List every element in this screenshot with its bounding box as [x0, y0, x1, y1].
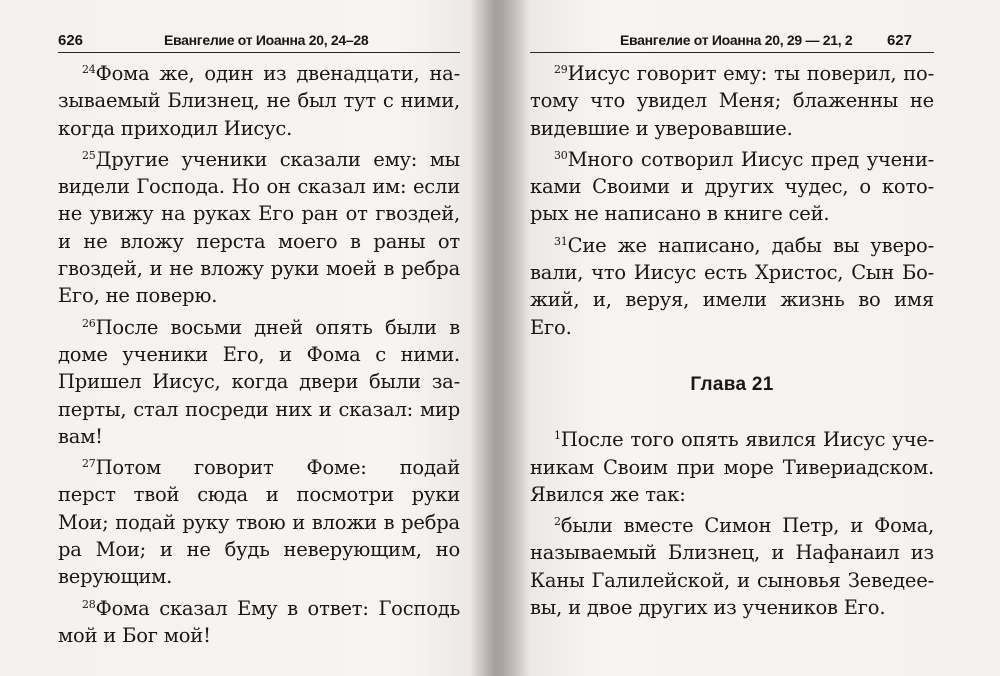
verse-text: Его.	[530, 315, 572, 339]
text-line	[58, 396, 460, 423]
text-line	[58, 423, 460, 450]
text-line	[530, 259, 934, 286]
verse-text: Мои; подай руку твою и вложи в ребра	[58, 510, 460, 534]
verse	[530, 60, 934, 142]
page-number: 627	[886, 32, 912, 49]
text-line	[58, 314, 460, 341]
text-line	[58, 341, 460, 368]
verse-number: 30	[554, 148, 568, 162]
text-line	[530, 146, 934, 173]
text-line	[58, 368, 460, 395]
verse-text: Другие ученики сказали ему: мы	[95, 147, 460, 171]
verse-number: 1	[554, 429, 561, 443]
text-line	[58, 146, 460, 173]
page-number: 626	[58, 32, 84, 49]
text-line	[58, 282, 460, 309]
verse-text: вы, и двое других из учеников Его.	[530, 596, 886, 620]
verse-text: видевшие и уверовавшие.	[530, 116, 793, 140]
text-line	[58, 60, 460, 87]
verse-text: доме ученики Его, и Фома с ними.	[58, 342, 460, 366]
verse-text: Иисус говорит ему: ты поверил, по-	[567, 62, 934, 85]
verse-text: ра Мои; и не будь неверующим, но	[58, 538, 460, 562]
verse	[530, 232, 934, 341]
left-page-text	[58, 60, 460, 653]
text-line	[530, 87, 934, 114]
text-line	[530, 539, 934, 566]
verse-text: тому что увидел Меня; блаженны не	[530, 89, 934, 113]
verse-text: были вместе Симон Петр, и Фома,	[560, 514, 934, 538]
verse-text: и не вложу перста моего в раны от	[58, 229, 460, 253]
verse-text: мой и Бог мой!	[58, 623, 211, 647]
verse-text: не увижу на руках Его ран от гвоздей,	[58, 202, 460, 226]
verse-number: 26	[82, 316, 96, 330]
text-line	[530, 173, 934, 200]
verse-text: никам Своим при море Тивериадском.	[530, 455, 934, 479]
verse-text: ками Своими и других чудес, о кото-	[530, 175, 934, 199]
text-line	[58, 115, 460, 142]
verse-text: Потом говорит Фоме: подай	[95, 456, 460, 480]
verse-text: Каны Галилейской, и сыновья Зеведее-	[530, 568, 934, 592]
verse-text: После того опять явился Иисус уче-	[560, 428, 934, 452]
text-line	[58, 200, 460, 227]
text-line	[58, 509, 460, 536]
running-head: Евангелие от Иоанна 20, 24–28	[164, 32, 369, 48]
right-page	[530, 0, 934, 676]
text-line	[58, 481, 460, 508]
right-page-text	[530, 60, 934, 625]
right-page-header	[530, 30, 934, 53]
text-line	[530, 567, 934, 594]
verse-text: После восьми дней опять были в	[95, 315, 460, 339]
verse-text: вали, что Иисус есть Христос, Сын Бо-	[530, 261, 934, 285]
text-line	[58, 622, 460, 649]
verse-text: перты, стал посреди них и сказал: мир	[58, 397, 460, 421]
verse-number: 24	[82, 63, 96, 76]
verse-text: перст твой сюда и посмотри руки	[58, 483, 460, 507]
verse-number: 31	[554, 234, 568, 248]
text-line	[58, 228, 460, 255]
verse	[58, 60, 460, 142]
verse	[58, 314, 460, 450]
text-line	[530, 60, 934, 87]
text-line	[530, 200, 934, 227]
text-line	[58, 454, 460, 481]
left-page-header	[58, 30, 460, 53]
text-line	[530, 314, 934, 341]
verse-text: гвоздей, и не вложу руки моей в ребра	[58, 257, 460, 281]
text-line	[530, 481, 934, 508]
verse-number: 28	[82, 597, 96, 611]
verse-number: 29	[554, 63, 568, 76]
verse-text: рых не написано в книге сей.	[530, 202, 830, 226]
text-line	[58, 87, 460, 114]
text-line	[530, 512, 934, 539]
verse-text: когда приходил Иисус.	[58, 116, 293, 140]
verse	[58, 595, 460, 650]
verse-text: Много сотворил Иисус пред учени-	[567, 147, 934, 171]
verse	[530, 512, 934, 621]
verse-text: видели Господа. Но он сказал им: если	[58, 175, 460, 199]
verse	[530, 146, 934, 228]
text-line	[530, 115, 934, 142]
text-line	[58, 255, 460, 282]
verse-text: верующим.	[58, 565, 173, 589]
verse	[58, 454, 460, 590]
verse	[530, 426, 934, 508]
verse-text: Пришел Иисус, когда двери были за-	[58, 370, 460, 394]
verse-text: Фома же, один из двенадцати, на-	[95, 62, 460, 85]
text-line	[58, 595, 460, 622]
chapter-heading: Глава 21	[690, 373, 774, 395]
verse-text: Сие же написано, дабы вы уверо-	[567, 233, 934, 257]
verse-text: вам!	[58, 424, 103, 448]
verse-number: 2	[554, 515, 561, 529]
text-line	[58, 173, 460, 200]
verse-text: зываемый Близнец, не был тут с ними,	[58, 89, 460, 113]
verse-text: называемый Близнец, и Нафанаил из	[530, 541, 934, 565]
verse-text: Его, не поверю.	[58, 284, 218, 308]
verse-text: жий, и, веруя, имели жизнь во имя	[530, 288, 934, 312]
text-line	[58, 563, 460, 590]
text-line	[530, 286, 934, 313]
text-line	[530, 426, 934, 453]
verse-text: Явился же так:	[530, 482, 686, 506]
verse-number: 25	[82, 148, 96, 162]
left-page	[58, 0, 460, 676]
book-gutter	[470, 0, 530, 676]
running-head: Евангелие от Иоанна 20, 29 — 21, 2	[620, 32, 853, 48]
verse	[58, 146, 460, 310]
text-line	[530, 454, 934, 481]
verse-text: Фома сказал Ему в ответ: Господь	[95, 596, 460, 620]
text-line	[530, 594, 934, 621]
text-line	[58, 536, 460, 563]
text-line	[530, 232, 934, 259]
verse-number: 27	[82, 457, 96, 471]
